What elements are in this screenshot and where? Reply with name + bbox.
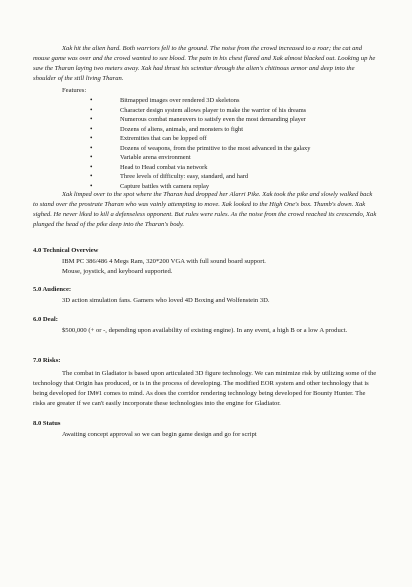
technical-line-1: IBM PC 386/486 4 Megs Ram, 320*200 VGA with full sound board support. — [62, 258, 266, 265]
list-item: • Extremities that can be lopped off — [90, 134, 390, 144]
list-item: • Dozens of aliens, animals, and monsters to fight — [90, 125, 390, 135]
list-item: • Bitmapped images over rendered 3D skeletons — [90, 96, 390, 106]
list-item: • Head to Head combat via network — [90, 163, 390, 173]
section-heading-risks: 7.0 Risks: — [33, 357, 61, 364]
section-heading-audience: 5.0 Audience: — [33, 286, 72, 293]
story-paragraph-2: Xak limped over to the spot where the Tharan had dropped her Alarri Pike. Xak took the pike and slowly walked back to stand over the prostrate Tharan who was vainly attempting to move. Xak looked to the High One's box. Thumb's down. Xak sighed. He never liked to kill a defenseless opponent. But rules were rules. As the noise from the crowd reached its crescendo, Xak plunged the head of the pike deep into the Tharan's body. — [33, 191, 377, 228]
technical-line-2: Mouse, joystick, and keyboard supported. — [62, 268, 173, 275]
list-item: • Dozens of weapons, from the primitive to the most advanced in the galaxy — [90, 144, 390, 154]
list-item: • Variable arena environment — [90, 153, 390, 163]
section-heading-technical: 4.0 Technical Overview — [33, 247, 99, 254]
status-text: Awaiting concept approval so we can begin game design and go for script — [62, 431, 257, 438]
story-paragraph-1: Xak hit the alien hard. Both warriors fell to the ground. The noise from the crowd increased to a roar; the cat and mouse game was over and the crowd wanted to see blood. The pain in his chest flared and Xak almost blacked out. Looking up he saw the Tharan laying two meters away. Xak had thrust his scimitar through the alien's chitinous armor and deep into the shoulder of the still living Tharan. — [33, 45, 376, 82]
list-item: • Three levels of difficulty: easy, standard, and hard — [90, 172, 390, 182]
list-item: • Numerous combat maneuvers to satisfy even the most demanding player — [90, 115, 390, 125]
list-item: • Character design system allows player to make the warrior of his dreams — [90, 106, 390, 116]
section-heading-status: 8.0 Status — [33, 420, 61, 427]
features-label: Features: — [62, 87, 87, 94]
section-heading-deal: 6.0 Deal: — [33, 316, 58, 323]
features-list — [90, 96, 390, 191]
audience-text: 3D action simulation fans. Gamers who loved 4D Boxing and Wolfenstein 3D. — [62, 297, 270, 304]
risks-text: The combat in Gladiator is based upon articulated 3D figure technology. We can minimize risk by utilizing some of the technology that Origin has produced, or is in the process of developing. The modified EOR system and other technology that is being developed for IM#1 comes to mind. As does the corridor rendering technology being developed for Bounty Hunter. The risks are greater if we can't easily incorporate these technologies into the engine for Gladiator. — [33, 370, 377, 407]
deal-text: $500,000 (+ or -, depending upon availability of existing engine). In any event, a high B or a low A product. — [62, 327, 348, 334]
list-item: • Capture battles with camera replay — [90, 182, 390, 192]
